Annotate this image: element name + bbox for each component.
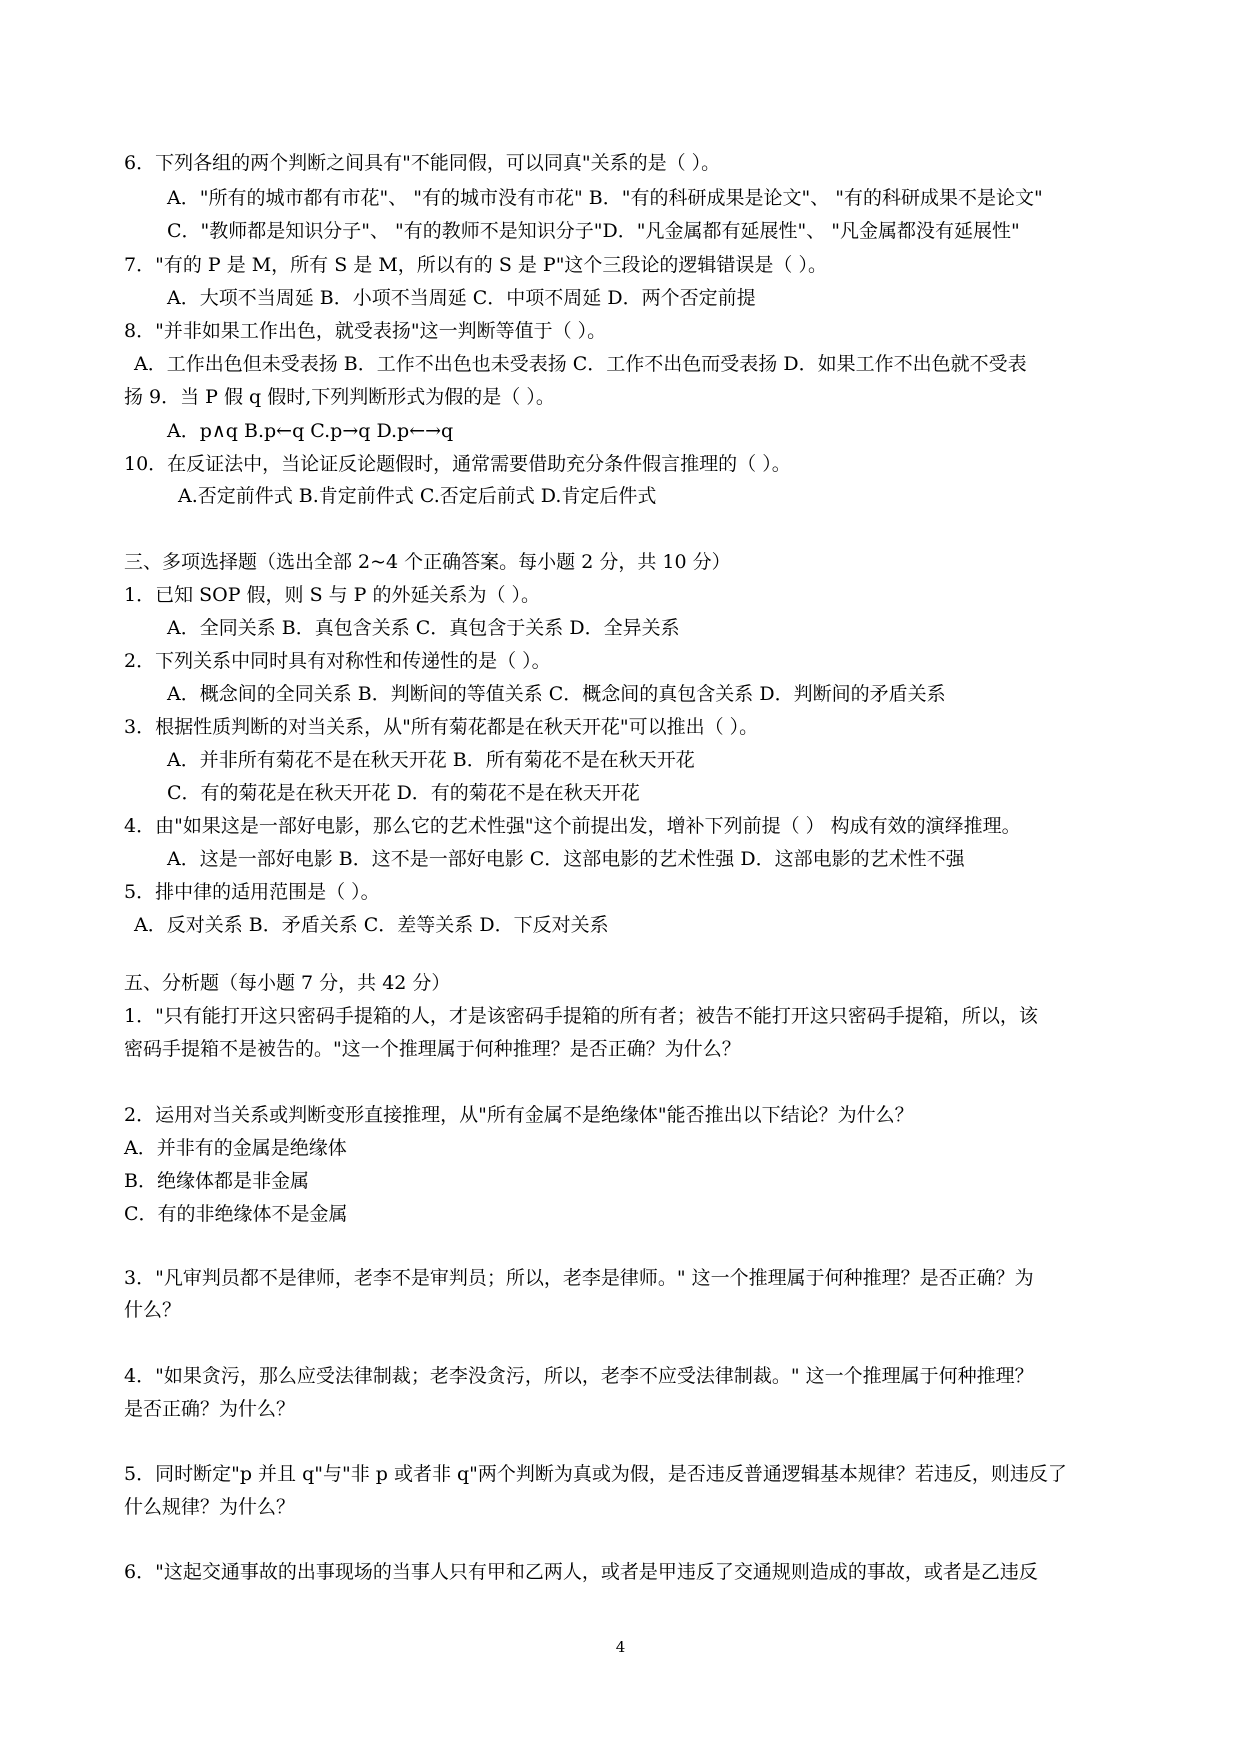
mc-question-4-options: A．这是一部好电影 B．这不是一部好电影 C．这部电影的艺术性强 D．这部电影的艺术性不强 bbox=[167, 848, 965, 870]
analysis-question-2-option-b: B．绝缘体都是非金属 bbox=[124, 1170, 309, 1192]
analysis-question-4-line-1: 4．"如果贪污，那么应受法律制裁；老李没贪污，所以，老李不应受法律制裁。" 这一个推理属于何种推理？ bbox=[124, 1365, 1034, 1387]
mc-question-2-options: A．概念间的全同关系 B．判断间的等值关系 C．概念间的真包含关系 D．判断间的矛盾关系 bbox=[167, 683, 946, 705]
mc-question-3-options-ab: A．并非所有菊花不是在秋天开花 B．所有菊花不是在秋天开花 bbox=[167, 749, 695, 771]
analysis-question-1-line-2: 密码手提箱不是被告的。"这一个推理属于何种推理？是否正确？为什么？ bbox=[124, 1038, 741, 1060]
mc-question-1-options: A．全同关系 B．真包含关系 C．真包含于关系 D．全异关系 bbox=[167, 617, 680, 639]
mc-question-3: 3．根据性质判断的对当关系，从"所有菊花都是在秋天开花"可以推出（ ）。 bbox=[124, 716, 759, 738]
analysis-question-4-line-2: 是否正确？为什么？ bbox=[124, 1398, 296, 1420]
analysis-question-5-line-1: 5．同时断定"p 并且 q"与"非 p 或者非 q"两个判断为真或为假，是否违反普通逻辑基本规律？若违反，则违反了 bbox=[124, 1463, 1067, 1485]
mc-question-5-options: A．反对关系 B．矛盾关系 C．差等关系 D．下反对关系 bbox=[134, 914, 609, 936]
question-8-options: A．工作出色但未受表扬 B．工作不出色也未受表扬 C．工作不出色而受表扬 D．如果工作不出色就不受表 bbox=[134, 353, 1027, 375]
question-7-options: A．大项不当周延 B．小项不当周延 C．中项不周延 D．两个否定前提 bbox=[167, 287, 756, 309]
question-9-options: A．p∧q B.p←q C.p→q D.p←→q bbox=[167, 420, 454, 442]
analysis-question-6-line-1: 6．"这起交通事故的出事现场的当事人只有甲和乙两人，或者是甲违反了交通规则造成的事故，或者是乙违反 bbox=[124, 1561, 1038, 1583]
analysis-question-1-line-1: 1．"只有能打开这只密码手提箱的人，才是该密码手提箱的所有者；被告不能打开这只密码手提箱，所以，该 bbox=[124, 1005, 1038, 1027]
mc-question-1: 1．已知 SOP 假，则 S 与 P 的外延关系为（ ）。 bbox=[124, 584, 541, 606]
section-analysis-heading: 五、分析题（每小题 7 分，共 42 分） bbox=[124, 972, 451, 994]
question-9: 扬 9．当 P 假 q 假时,下列判断形式为假的是（ ）。 bbox=[124, 386, 555, 408]
question-10-options: A.否定前件式 B.肯定前件式 C.否定后前式 D.肯定后件式 bbox=[178, 485, 657, 507]
question-10: 10．在反证法中，当论证反论题假时，通常需要借助充分条件假言推理的（ ）。 bbox=[124, 453, 791, 475]
question-6-options-ab: A．"所有的城市都有市花"、 "有的城市没有市花" B．"有的科研成果是论文"、 "有的科研成果不是论文" bbox=[167, 187, 1043, 209]
mc-question-4: 4．由"如果这是一部好电影，那么它的艺术性强"这个前提出发，增补下列前提（ ） 构成有效的演绎推理。 bbox=[124, 815, 1021, 837]
question-6-options-cd: C．"教师都是知识分子"、 "有的教师不是知识分子"D．"凡金属都有延展性"、 "凡金属都没有延展性" bbox=[167, 220, 1020, 242]
analysis-question-2: 2．运用对当关系或判断变形直接推理，从"所有金属不是绝缘体"能否推出以下结论？为什么？ bbox=[124, 1104, 914, 1126]
mc-question-2: 2．下列关系中同时具有对称性和传递性的是（ ）。 bbox=[124, 650, 551, 672]
analysis-question-3-line-1: 3．"凡审判员都不是律师，老李不是审判员；所以，老李是律师。" 这一个推理属于何种推理？是否正确？为 bbox=[124, 1267, 1034, 1289]
analysis-question-5-line-2: 什么规律？为什么？ bbox=[124, 1496, 296, 1518]
section-multiple-choice-heading: 三、多项选择题（选出全部 2~4 个正确答案。每小题 2 分，共 10 分） bbox=[124, 551, 731, 573]
mc-question-5: 5．排中律的适用范围是（ ）。 bbox=[124, 881, 380, 903]
question-8: 8．"并非如果工作出色，就受表扬"这一判断等值于（ ）。 bbox=[124, 320, 607, 342]
mc-question-3-options-cd: C．有的菊花是在秋天开花 D．有的菊花不是在秋天开花 bbox=[167, 782, 640, 804]
analysis-question-2-option-c: C．有的非绝缘体不是金属 bbox=[124, 1203, 348, 1225]
analysis-question-3-line-2: 什么？ bbox=[124, 1299, 182, 1321]
analysis-question-2-option-a: A．并非有的金属是绝缘体 bbox=[124, 1137, 347, 1159]
page-number: 4 bbox=[615, 1638, 626, 1656]
question-7: 7．"有的 P 是 M，所有 S 是 M，所以有的 S 是 P"这个三段论的逻辑错误是（ ）。 bbox=[124, 254, 827, 276]
question-6: 6．下列各组的两个判断之间具有"不能同假，可以同真"关系的是（ ）。 bbox=[124, 152, 721, 174]
